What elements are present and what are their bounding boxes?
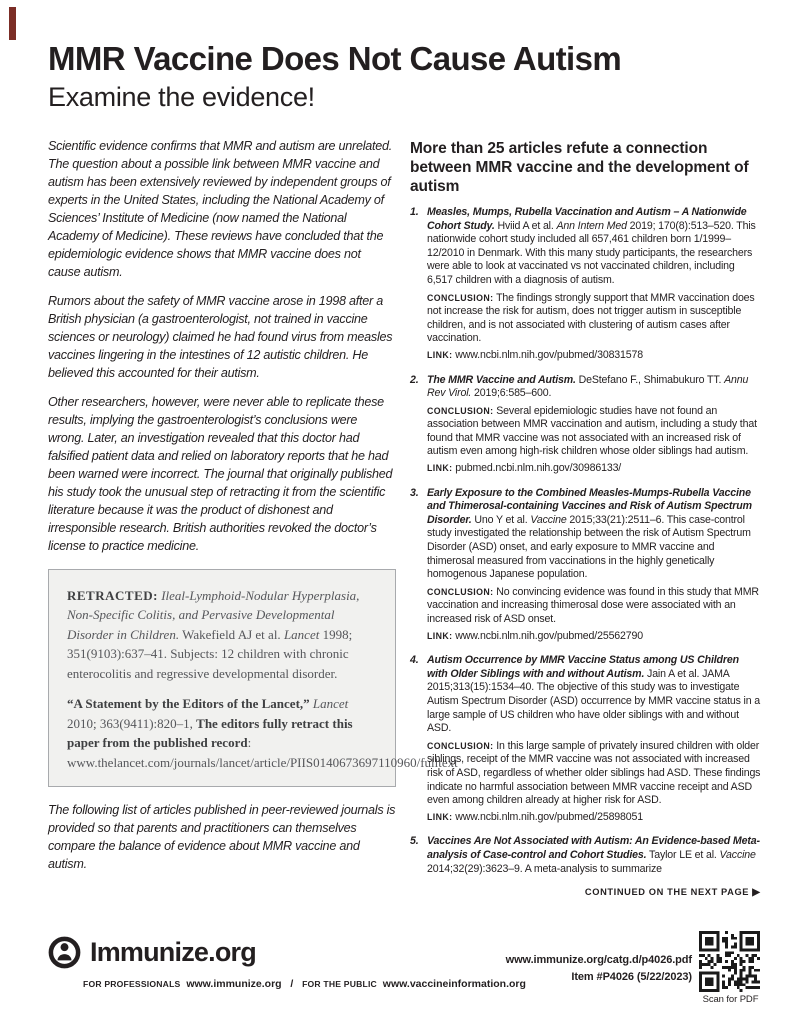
qr-block bbox=[699, 931, 762, 1005]
article-item bbox=[410, 374, 762, 476]
brand-name: Immunize.org bbox=[90, 937, 256, 967]
pdf-url[interactable]: www.immunize.org/catg.d/p4026.pdf bbox=[505, 954, 692, 966]
page-subtitle: Examine the evidence! bbox=[48, 81, 315, 112]
lancet-retraction-statement: “A Statement by the Editors of the Lancet,” Lancet 2010; 363(9411):820–1, The editors fully retract this paper from the published record: www.thelancet.com/journals/lancet/article/PIIS0140673697110960/fulltext bbox=[67, 696, 458, 770]
link-url[interactable]: www.ncbi.nlm.nih.gov/pubmed/30831578 bbox=[455, 348, 644, 361]
link-url[interactable]: www.ncbi.nlm.nih.gov/pubmed/25898051 bbox=[455, 810, 644, 823]
article-link-row bbox=[427, 462, 762, 476]
public-label: FOR THE PUBLIC bbox=[302, 979, 377, 989]
link-label: LINK: bbox=[427, 349, 453, 360]
conclusion-text: No convincing evidence was found in this study that MMR vaccination and increasing thimerosal dose were associated with an increased risk of ASD onset. bbox=[427, 585, 759, 626]
article-number: 5. bbox=[410, 835, 419, 848]
professionals-label: FOR PROFESSIONALS bbox=[83, 979, 181, 989]
left-column bbox=[48, 137, 458, 898]
link-label: LINK: bbox=[427, 811, 453, 822]
article-conclusion bbox=[427, 292, 762, 346]
article-citation: Early Exposure to the Combined Measles-Mumps-Rubella Vaccine and Thimerosal-containing Vaccines and Risk of Autism Spectrum Disorder. Uno Y et al. Vaccine 2015;33(21):2511–6. This case-control study investigated the relationship between the risk of Autism Spectrum Disorder (ASD) onset, and early exposure to MMR vaccine and thimerosal measured from vaccinations in the highly genetically homogenous Japanese population. bbox=[427, 486, 752, 581]
conclusion-label: CONCLUSION: bbox=[427, 740, 494, 751]
brand-row bbox=[48, 936, 256, 969]
qr-caption: Scan for PDF bbox=[702, 994, 759, 1005]
link-url[interactable]: pubmed.ncbi.nlm.nih.gov/30986133/ bbox=[455, 462, 622, 475]
article-number: 1. bbox=[410, 205, 419, 218]
intro-paragraph-1: Scientific evidence confirms that MMR and autism are unrelated. The question about a possible link between MMR vaccine and autism has been extensively reviewed by independent groups of experts in the United States, including the National Academy of Sciences’ Institute of Medicine (now named the National Academy of Medicine). These reviews have concluded that the epidemiologic evidence shows that MMR vaccine does not cause autism. bbox=[48, 138, 393, 279]
article-number: 2. bbox=[410, 373, 419, 386]
article-item bbox=[410, 654, 762, 824]
article-item bbox=[410, 206, 762, 363]
flyer-page bbox=[48, 42, 762, 898]
article-conclusion bbox=[427, 405, 762, 459]
article-link-row bbox=[427, 349, 762, 363]
tagline-separator: / bbox=[290, 978, 294, 990]
intro-paragraph-3: Other researchers, however, were never able to replicate these results, implying the gastroenterologist’s conclusions were wrong. Later, an investigation revealed that this doctor had falsified patient data and relied on laboratory reports that he had been warned were incorrect. The journal that originally published his study took the unusual step of retracting it from the scientific literature because it was the product of dishonest and irresponsible research. British authorities revoked the doctor’s license to practice medicine. bbox=[48, 394, 393, 553]
article-citation: Autism Occurrence by MMR Vaccine Status among US Children with Older Siblings with and without Autism. Jain A et al. JAMA 2015;313(15):1534–40. The objective of this study was to investigate Autism Spectrum Disorder (ASD) occurrence by MMR vaccine status in a large sample of US children who have older siblings with and without ASD. bbox=[427, 654, 761, 735]
immunize-logo-icon bbox=[48, 936, 81, 969]
article-citation: Vaccines Are Not Associated with Autism: An Evidence-based Meta-analysis of Case-control and Cohort Studies. Taylor LE et al. Vaccine 2014;32(29):3623–9. A meta-analysis to summarize bbox=[427, 835, 760, 875]
intro-paragraph-2: Rumors about the safety of MMR vaccine arose in 1998 after a British physician (a gastroenterologist, not trained in vaccine sciences or neurology) claimed he had found virus from measles vaccines lingering in the intestines of 12 autistic children. He believed this accounted for their autism. bbox=[48, 293, 393, 380]
article-title: Measles, Mumps, Rubella Vaccination and Autism – A Nationwide Cohort Study. bbox=[427, 205, 747, 232]
retraction-url[interactable]: : www.thelancet.com/journals/lancet/article/PIIS0140673697110960/fulltext bbox=[67, 735, 458, 770]
article-number: 4. bbox=[410, 654, 419, 667]
closing-paragraph-wrap bbox=[48, 801, 396, 873]
article-title: The MMR Vaccine and Autism. bbox=[427, 373, 576, 386]
qr-code bbox=[699, 931, 760, 992]
article-title: Autism Occurrence by MMR Vaccine Status among US Children with Older Siblings with and without Autism. bbox=[427, 654, 739, 680]
article-item bbox=[410, 835, 762, 876]
article-link-row bbox=[427, 630, 762, 644]
articles-heading: More than 25 articles refute a connection between MMR vaccine and the development of autism bbox=[410, 139, 749, 195]
continued-arrow-icon: ▶ bbox=[752, 887, 760, 899]
article-title: Early Exposure to the Combined Measles-Mumps-Rubella Vaccine and Thimerosal-containing Vaccines and Risk of Autism Spectrum Disorder. bbox=[427, 486, 752, 526]
conclusion-text: Several epidemiologic studies have not found an association between MMR vaccination and autism, including a study that found that MMR vaccine was not associated with an increased risk of autism even among high-risk children whose older siblings had autism. bbox=[427, 404, 757, 458]
link-url[interactable]: www.ncbi.nlm.nih.gov/pubmed/25562790 bbox=[455, 629, 644, 642]
public-url[interactable]: www.vaccineinformation.org bbox=[382, 978, 526, 990]
item-number: Item #P4026 (5/22/2023) bbox=[571, 971, 692, 983]
continued-note: CONTINUED ON THE NEXT PAGE ▶ bbox=[584, 887, 760, 899]
link-label: LINK: bbox=[427, 463, 453, 474]
footer bbox=[0, 928, 791, 1024]
professionals-url[interactable]: www.immunize.org bbox=[186, 978, 282, 990]
conclusion-text: In this large sample of privately insured children with older siblings, receipt of the MMR vaccine was not associated with increased risk of ASD, regardless of whether older siblings had ASD. These findings indicate no harmful association between MMR vaccine receipt and ASD even among children already at higher risk for ASD. bbox=[427, 739, 761, 807]
conclusion-text: The findings strongly support that MMR vaccination does not increase the risk for autism, does not trigger autism in susceptible children, and is not associated with clustering of autism cases after vaccination. bbox=[427, 291, 755, 345]
footer-tagline bbox=[83, 978, 526, 990]
article-item bbox=[410, 487, 762, 644]
article-conclusion bbox=[427, 740, 762, 808]
retracted-citation: RETRACTED: Ileal-Lymphoid-Nodular Hyperplasia, Non-Specific Colitis, and Pervasive Developmental Disorder in Children. Wakefield AJ et al. Lancet 1998; 351(9103):637–41. Subjects: 12 children with chronic enterocolitis and regressive developmental disorder. bbox=[67, 587, 360, 681]
right-column bbox=[410, 137, 762, 898]
page-title: MMR Vaccine Does Not Cause Autism bbox=[48, 40, 622, 77]
conclusion-label: CONCLUSION: bbox=[427, 586, 494, 597]
retracted-label: RETRACTED: bbox=[67, 587, 158, 603]
conclusion-label: CONCLUSION: bbox=[427, 292, 494, 303]
conclusion-label: CONCLUSION: bbox=[427, 405, 494, 416]
article-link-row bbox=[427, 811, 762, 825]
link-label: LINK: bbox=[427, 630, 453, 641]
articles-list bbox=[410, 206, 762, 876]
closing-paragraph: The following list of articles published in peer-reviewed journals is provided so that parents and practitioners can themselves compare the balance of evidence about MMR vaccine and autism. bbox=[48, 803, 396, 872]
article-title: Vaccines Are Not Associated with Autism: An Evidence-based Meta-analysis of Case-control and Cohort Studies. bbox=[427, 835, 760, 861]
article-number: 3. bbox=[410, 486, 419, 499]
article-citation: Measles, Mumps, Rubella Vaccination and Autism – A Nationwide Cohort Study. Hviid A et al. Ann Intern Med 2019; 170(8):513–520. This nationwide cohort study included all 657,461 children born 1/1999–12/2010 in Denmark. With this many study participants, the researchers were able to look at vaccinated vs not vaccinated children, including 6,517 children with a diagnosis of autism. bbox=[427, 205, 756, 286]
article-conclusion bbox=[427, 586, 762, 627]
article-citation: The MMR Vaccine and Autism. DeStefano F., Shimabukuro TT. Annu Rev Virol. 2019;6:585–600. bbox=[427, 373, 749, 400]
intro-section bbox=[48, 137, 396, 555]
scan-artifact-mark bbox=[9, 7, 16, 40]
footer-document-info bbox=[506, 952, 692, 986]
